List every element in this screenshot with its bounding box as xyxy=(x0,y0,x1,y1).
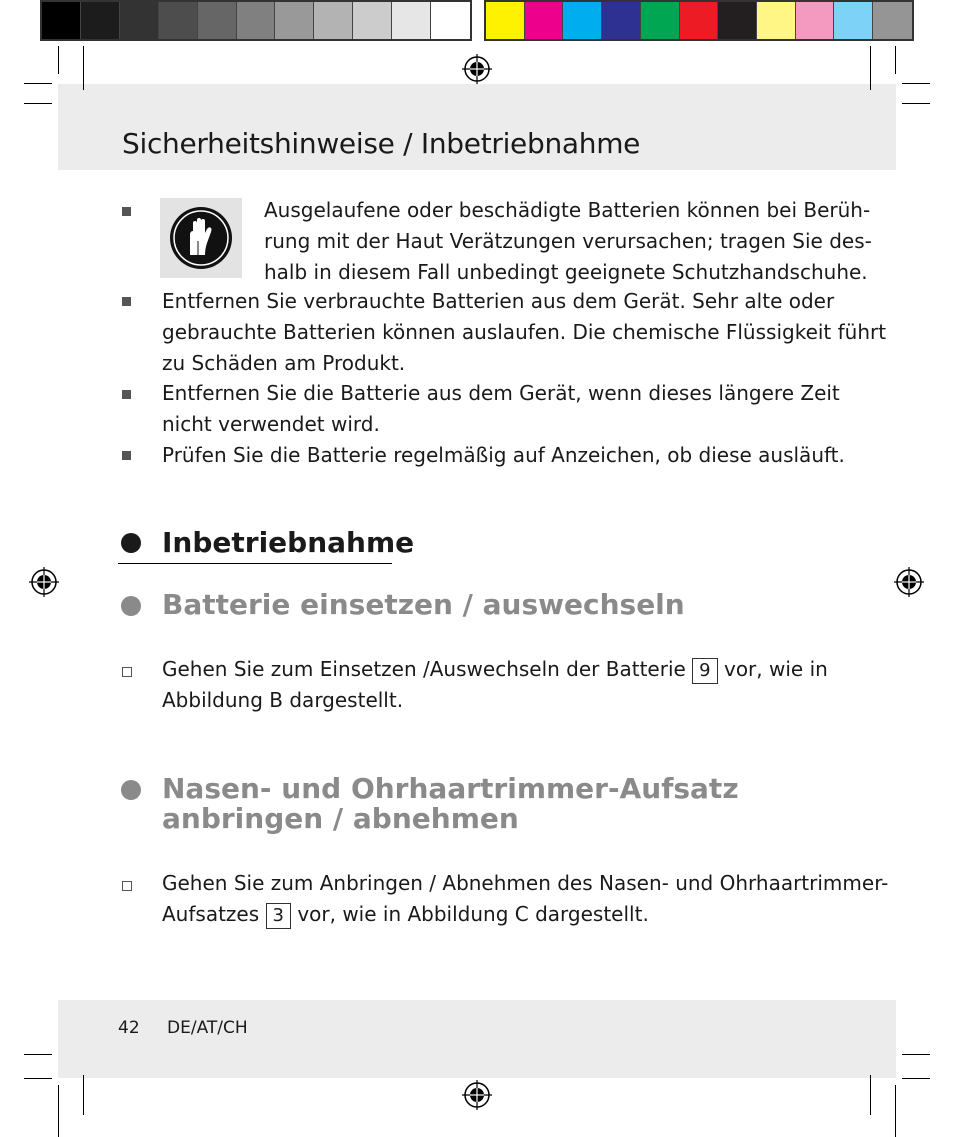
color-swatch xyxy=(431,2,470,39)
color-swatch xyxy=(275,2,314,39)
color-swatch xyxy=(873,2,912,39)
section-heading-aufsatz: Nasen- und Ohrhaartrimmer-Aufsatz xyxy=(162,772,739,805)
crop-mark xyxy=(902,83,930,84)
section-dot xyxy=(121,596,141,616)
step-checkbox xyxy=(122,881,132,891)
grayscale-color-bar xyxy=(40,0,472,41)
crop-mark xyxy=(24,103,52,104)
color-swatch xyxy=(525,2,564,39)
color-swatch xyxy=(42,2,81,39)
color-swatch xyxy=(641,2,680,39)
color-swatch xyxy=(81,2,120,39)
protective-gloves-icon xyxy=(168,205,234,271)
color-swatch xyxy=(120,2,159,39)
part-reference-3: 3 xyxy=(266,903,291,929)
page-footer xyxy=(118,1018,270,1038)
battery-instruction-text: Gehen Sie zum Einsetzen /Auswechseln der Batterie xyxy=(162,657,686,681)
crop-mark xyxy=(58,46,59,74)
safety-note-line: Entfernen Sie die Batterie aus dem Gerät, wenn dieses längere Zeit xyxy=(162,381,840,405)
section-heading-inbetriebnahme: Inbetriebnahme xyxy=(162,526,415,559)
list-bullet xyxy=(122,207,131,216)
safety-note-line: Entfernen Sie verbrauchte Batterien aus dem Gerät. Sehr alte oder xyxy=(162,289,835,313)
crop-mark xyxy=(870,1075,871,1115)
footer-band xyxy=(58,1000,896,1078)
battery-instruction-text: Abbildung B dargestellt. xyxy=(162,688,404,712)
safety-note-line: rung mit der Haut Verätzungen verursachen; tragen Sie des- xyxy=(264,229,872,253)
registration-mark-icon xyxy=(462,1080,492,1110)
step-checkbox xyxy=(122,667,132,677)
color-swatch xyxy=(718,2,757,39)
color-swatch xyxy=(198,2,237,39)
crop-mark xyxy=(24,1054,52,1055)
safety-note-line: Ausgelaufene oder beschädigte Batterien können bei Berüh- xyxy=(264,198,871,222)
color-swatch xyxy=(237,2,276,39)
color-swatch xyxy=(353,2,392,39)
part-reference-9: 9 xyxy=(692,658,717,684)
registration-mark-icon xyxy=(29,567,59,597)
crop-mark xyxy=(902,1054,930,1055)
attachment-instruction xyxy=(162,899,649,930)
page-number: 42 xyxy=(118,1018,140,1038)
crop-mark xyxy=(902,103,930,104)
attachment-instruction-text: vor, wie in Abbildung C dargestellt. xyxy=(297,902,649,926)
section-dot xyxy=(121,780,141,800)
crop-mark xyxy=(83,46,84,90)
section-heading-aufsatz: anbringen / abnehmen xyxy=(162,802,519,835)
color-swatch xyxy=(563,2,602,39)
safety-note-line: halb in diesem Fall unbedingt geeignete Schutzhandschuhe. xyxy=(264,260,868,284)
crop-mark xyxy=(895,46,896,74)
crop-mark xyxy=(895,1085,896,1137)
attachment-instruction-text: Gehen Sie zum Anbringen / Abnehmen des Nasen- und Ohrhaartrimmer- xyxy=(162,871,889,895)
color-swatch xyxy=(680,2,719,39)
crop-mark xyxy=(24,83,52,84)
color-swatch xyxy=(392,2,431,39)
attachment-instruction-text: Aufsatzes xyxy=(162,902,260,926)
battery-instruction-text: vor, wie in xyxy=(723,657,828,681)
list-bullet xyxy=(122,390,131,399)
crop-mark xyxy=(58,1085,59,1137)
region-code: DE/AT/CH xyxy=(167,1018,248,1038)
safety-note-line: Prüfen Sie die Batterie regelmäßig auf Anzeichen, ob diese ausläuft. xyxy=(162,443,845,467)
registration-mark-icon xyxy=(894,567,924,597)
list-bullet xyxy=(122,451,131,460)
battery-instruction xyxy=(162,654,828,685)
color-swatch xyxy=(757,2,796,39)
safety-note-line: nicht verwendet wird. xyxy=(162,412,380,436)
safety-note-line: gebrauchte Batterien können auslaufen. Die chemische Flüssigkeit führt xyxy=(162,320,887,344)
section-heading-batterie: Batterie einsetzen / auswechseln xyxy=(162,588,685,621)
color-swatch xyxy=(602,2,641,39)
glove-icon-box xyxy=(160,198,242,278)
crop-mark xyxy=(83,1075,84,1115)
crop-mark xyxy=(870,46,871,90)
registration-mark-icon xyxy=(462,54,492,84)
page-title: Sicherheitshinweise / Inbetriebnahme xyxy=(122,127,641,160)
crop-mark xyxy=(24,1078,52,1079)
section-dot xyxy=(121,533,141,553)
color-swatch xyxy=(796,2,835,39)
crop-mark xyxy=(902,1078,930,1079)
process-color-bar xyxy=(484,0,914,41)
safety-note-line: zu Schäden am Produkt. xyxy=(162,351,406,375)
heading-underline xyxy=(118,563,392,564)
list-bullet xyxy=(122,297,131,306)
color-swatch xyxy=(834,2,873,39)
color-swatch xyxy=(159,2,198,39)
color-swatch xyxy=(486,2,525,39)
color-swatch xyxy=(314,2,353,39)
